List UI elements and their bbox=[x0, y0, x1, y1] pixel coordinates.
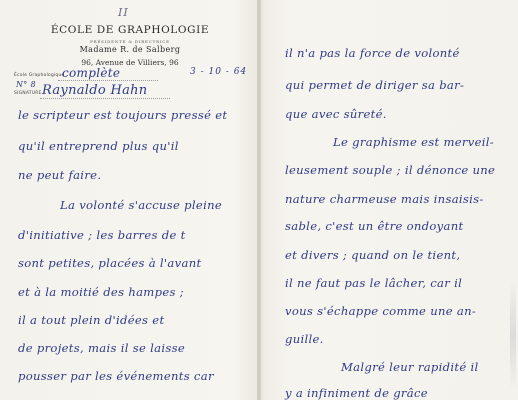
left-line: ne peut faire. bbox=[18, 168, 102, 182]
right-line: il ne faut pas le lâcher, car il bbox=[285, 276, 463, 290]
letterhead-subtitle: PRÉSIDENTE & DIRECTRICE bbox=[90, 39, 170, 44]
letterhead-title: ÉCOLE DE GRAPHOLOGIE bbox=[50, 24, 210, 36]
form-header bbox=[0, 0, 258, 100]
left-line: de projets, mais il se laisse bbox=[18, 341, 185, 355]
left-page bbox=[0, 0, 258, 400]
signature-label: SIGNATURE bbox=[14, 91, 42, 96]
right-line: sable, c'est un être ondoyant bbox=[285, 219, 464, 233]
right-line: il n'a pas la force de volonté bbox=[285, 46, 460, 60]
number-value: N° 8 bbox=[16, 80, 36, 89]
right-page bbox=[261, 0, 518, 400]
right-line: guille. bbox=[285, 332, 324, 346]
right-line: y a infiniment de grâce bbox=[285, 386, 428, 400]
right-line: vous s'échappe comme une an- bbox=[285, 304, 477, 318]
right-line: Le graphisme est merveil- bbox=[333, 135, 495, 149]
letterhead-address: 96, Avenue de Villiers, 96 bbox=[81, 58, 179, 67]
school-label: École Graphologique bbox=[14, 73, 65, 78]
page-number-mark: II bbox=[118, 6, 129, 19]
left-line: La volonté s'accuse pleine bbox=[60, 198, 223, 212]
right-line: leusement souple ; il dénonce une bbox=[285, 163, 496, 177]
left-line: d'initiative ; les barres de t bbox=[18, 228, 186, 242]
right-line: nature charmeuse mais insaisis- bbox=[285, 192, 484, 206]
left-line: le scripteur est toujours pressé et bbox=[18, 108, 228, 122]
left-line: qu'il entreprend plus qu'il bbox=[18, 139, 179, 153]
right-line: que avec sûreté. bbox=[285, 107, 387, 121]
right-line: Malgré leur rapidité il bbox=[341, 360, 479, 374]
signature-rule bbox=[40, 98, 170, 99]
letterhead-director: Madame R. de Salberg bbox=[79, 45, 181, 54]
left-line: sont petites, placées à l'avant bbox=[18, 256, 202, 270]
date-value: 3 - 10 - 64 bbox=[190, 67, 248, 77]
school-rule bbox=[58, 80, 158, 81]
right-line: et divers ; quand on le tient, bbox=[285, 248, 461, 262]
left-line: et à la moitié des hampes ; bbox=[18, 285, 184, 299]
left-line: pousser par les événements car bbox=[18, 369, 214, 383]
signature-value: Raynaldo Hahn bbox=[42, 83, 148, 98]
right-line: qui permet de diriger sa bar- bbox=[285, 78, 465, 92]
edge-ink-bleed bbox=[510, 280, 516, 390]
left-line: il a tout plein d'idées et bbox=[18, 313, 165, 327]
school-value: complète bbox=[62, 66, 121, 80]
